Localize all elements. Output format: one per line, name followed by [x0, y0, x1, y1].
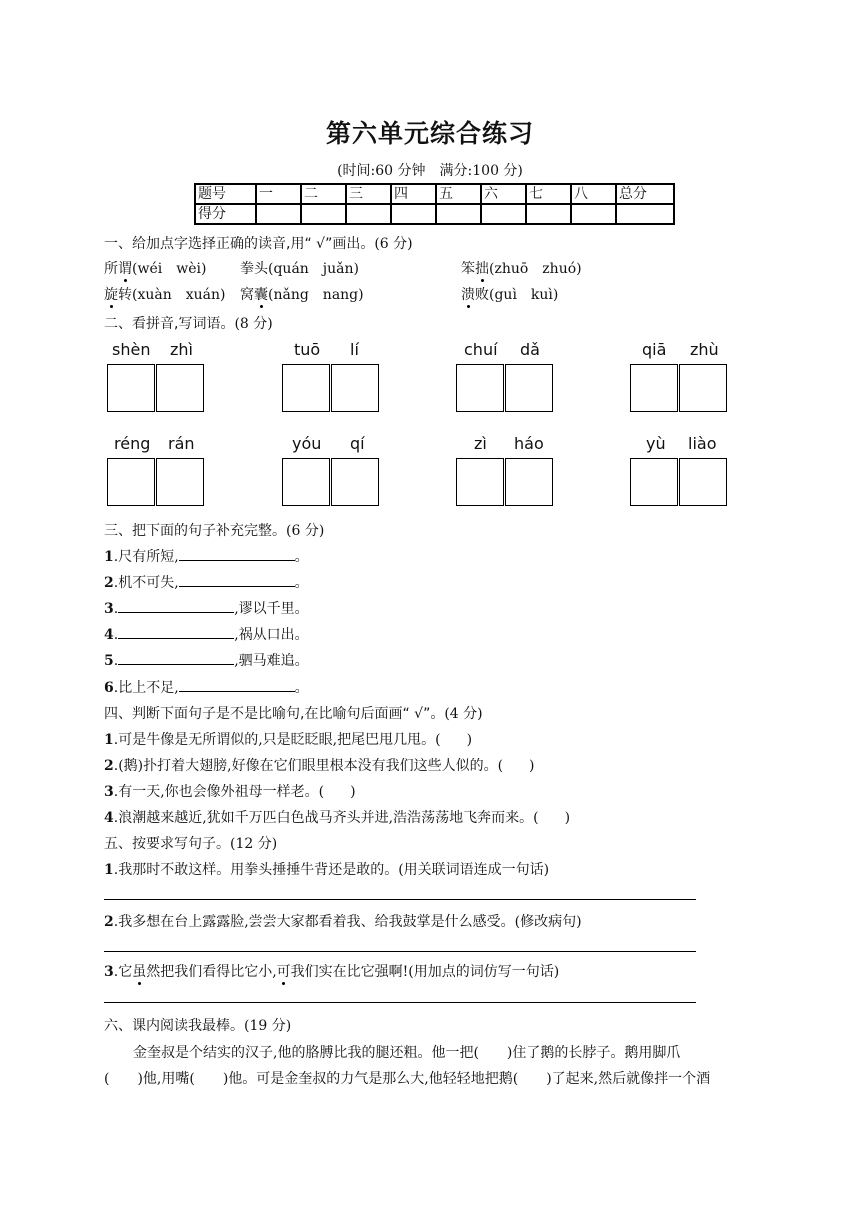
- section-4-title: 四、判断下面句子是不是比喻句,在比喻句后面画“ √”。: [104, 706, 445, 722]
- char-box[interactable]: [331, 458, 379, 506]
- pinyin-syllable: háo: [514, 434, 544, 453]
- char-box[interactable]: [505, 364, 553, 412]
- item-number: 3: [104, 601, 114, 617]
- item-number: 5: [104, 653, 114, 669]
- item-text: .机不可失,: [113, 575, 179, 591]
- word-text: 转: [118, 287, 132, 303]
- score-header-cell: 六: [481, 184, 526, 204]
- close-paren: ): [564, 810, 571, 826]
- score-cell[interactable]: [571, 204, 616, 224]
- reading-options[interactable]: (zhuō zhuó): [489, 261, 582, 277]
- fill-sentence-item: [104, 572, 309, 592]
- reading-options[interactable]: (guì kuì): [489, 287, 559, 303]
- judge-item: [104, 807, 570, 827]
- fill-sentence-item: [104, 677, 309, 697]
- dotted-char: 囊: [254, 287, 268, 303]
- item-text: 。: [294, 575, 309, 591]
- section-2-heading: [104, 313, 273, 333]
- pinyin-syllable: zhù: [690, 340, 719, 359]
- score-header-cell: 七: [526, 184, 571, 204]
- section-5-title: 五、按要求写句子。: [104, 836, 230, 852]
- item-number: 2: [104, 575, 114, 591]
- item-text: .我多想在台上露露脸,尝尝大家都看着我、给我鼓掌是什么感受。(修改病句): [113, 914, 582, 930]
- pinyin-syllable: qí: [350, 434, 365, 453]
- score-cell[interactable]: [256, 204, 301, 224]
- section-4-points: (4 分): [444, 706, 483, 722]
- rewrite-item: [104, 911, 582, 931]
- pinyin-choice-item: [240, 284, 364, 304]
- item-text: .(鹅)扑打着大翅膀,好像在它们眼里根本没有我们这些人似的。(: [113, 758, 504, 774]
- item-text: ,谬以千里。: [234, 601, 309, 617]
- exam-info: (时间:60 分钟 满分:100 分): [337, 163, 523, 179]
- item-text: .浪潮越来越近,犹如千万匹白色战马齐头并进,浩浩荡荡地飞奔而来。(: [113, 810, 539, 826]
- score-table: [194, 183, 675, 225]
- section-6-points: (19 分): [244, 1018, 292, 1034]
- word-text: 败: [475, 287, 489, 303]
- answer-line[interactable]: [104, 1002, 696, 1003]
- section-3-title: 三、把下面的句子补充完整。: [104, 523, 286, 539]
- word-text: 所: [104, 261, 118, 277]
- reading-options[interactable]: (nǎng nang): [268, 287, 364, 303]
- section-1-heading: [104, 233, 413, 253]
- char-box[interactable]: [331, 364, 379, 412]
- score-cell[interactable]: [436, 204, 481, 224]
- item-number: 2: [104, 914, 114, 930]
- item-text: 。: [294, 549, 309, 565]
- pinyin-choice-item: [240, 258, 359, 278]
- pinyin-choice-item: [104, 284, 225, 304]
- score-table-header-row: [195, 184, 674, 204]
- char-box[interactable]: [456, 458, 504, 506]
- item-number: 4: [104, 810, 114, 826]
- char-box[interactable]: [156, 458, 204, 506]
- item-text: 然把我们看得比它小,: [146, 964, 277, 980]
- char-box[interactable]: [630, 458, 678, 506]
- char-box[interactable]: [107, 364, 155, 412]
- pinyin-syllable: rán: [168, 434, 195, 453]
- pinyin-choice-item: [461, 284, 558, 304]
- item-number: 3: [104, 784, 114, 800]
- reading-passage-line: ( )他,用嘴( )他。可是金奎叔的力气是那么大,他轻轻地把鹅( )了起来,然后就像拌一个酒: [104, 1071, 711, 1087]
- score-header-cell: 三: [346, 184, 391, 204]
- pinyin-syllable: chuí: [464, 340, 498, 359]
- item-text: .: [113, 653, 119, 669]
- pinyin-syllable: lí: [350, 340, 359, 359]
- char-box[interactable]: [282, 458, 330, 506]
- score-cell[interactable]: [526, 204, 571, 224]
- char-box[interactable]: [679, 364, 727, 412]
- fill-blank[interactable]: [118, 652, 234, 665]
- fill-sentence-item: [104, 546, 309, 566]
- score-header-cell: 四: [391, 184, 436, 204]
- char-box[interactable]: [456, 364, 504, 412]
- judge-item: [104, 755, 535, 775]
- score-cell[interactable]: [301, 204, 346, 224]
- char-box[interactable]: [505, 458, 553, 506]
- fill-blank[interactable]: [118, 626, 234, 639]
- dotted-char: 旋: [104, 287, 118, 303]
- item-text: .尺有所短,: [113, 549, 179, 565]
- rewrite-item: [104, 961, 559, 981]
- score-header-cell: 总分: [616, 184, 674, 204]
- fill-sentence-item: [104, 624, 309, 644]
- section-5-heading: [104, 833, 277, 853]
- answer-line[interactable]: [104, 951, 696, 952]
- reading-options[interactable]: (wéi wèi): [132, 261, 207, 277]
- item-number: 4: [104, 627, 114, 643]
- fill-blank[interactable]: [179, 548, 295, 561]
- reading-passage-line: 金奎叔是个结实的汉子,他的胳膊比我的腿还粗。他一把( )住了鹅的长脖子。鹅用脚爪: [133, 1045, 681, 1061]
- score-table-score-row: [195, 204, 674, 224]
- close-paren: ): [529, 758, 535, 774]
- score-header-cell: 一: [256, 184, 301, 204]
- item-text: 。: [294, 680, 309, 696]
- section-3-points: (6 分): [286, 523, 325, 539]
- section-1-title: 一、给加点字选择正确的读音,用“ √”画出。: [104, 236, 375, 252]
- item-number: 1: [104, 732, 114, 748]
- score-header-cell: 题号: [195, 184, 256, 204]
- score-header-cell: 二: [301, 184, 346, 204]
- fill-blank[interactable]: [179, 574, 295, 587]
- item-number: 2: [104, 758, 114, 774]
- score-cell[interactable]: [346, 204, 391, 224]
- item-number: 6: [104, 680, 114, 696]
- section-2-points: (8 分): [234, 316, 273, 332]
- close-paren: ): [466, 732, 473, 748]
- item-text: .比上不足,: [113, 680, 179, 696]
- section-1-points: (6 分): [374, 236, 413, 252]
- item-number: 1: [104, 549, 114, 565]
- item-text: 我们实在比它强啊!(用加点的词仿写一句话): [290, 964, 560, 980]
- section-3-heading: [104, 520, 324, 540]
- item-text: ,祸从口出。: [234, 627, 309, 643]
- reading-options[interactable]: (xuàn xuán): [132, 287, 226, 303]
- item-text: .: [113, 627, 119, 643]
- fill-sentence-item: [104, 650, 309, 670]
- item-number: 1: [104, 862, 114, 878]
- section-6-heading: [104, 1015, 291, 1035]
- item-number: 3: [104, 964, 114, 980]
- dotted-char: 谓: [118, 261, 132, 277]
- fill-blank[interactable]: [118, 600, 234, 613]
- word-text: 笨: [461, 261, 475, 277]
- item-text: .: [113, 601, 119, 617]
- close-paren: ): [350, 784, 356, 800]
- item-text: .它: [113, 964, 133, 980]
- char-box[interactable]: [630, 364, 678, 412]
- char-box[interactable]: [107, 458, 155, 506]
- word-text: 拳头: [240, 261, 268, 277]
- item-text: .可是牛像是无所谓似的,只是眨眨眼,把尾巴甩几甩。(: [113, 732, 441, 748]
- page-title: 第六单元综合练习: [325, 119, 534, 148]
- dotted-char: 可: [276, 964, 291, 980]
- pinyin-syllable: zì: [474, 434, 487, 453]
- section-4-heading: [104, 703, 483, 723]
- pinyin-syllable: liào: [688, 434, 717, 453]
- char-box[interactable]: [282, 364, 330, 412]
- reading-options[interactable]: (quán juǎn): [268, 261, 359, 277]
- pinyin-syllable: dǎ: [520, 340, 540, 359]
- char-box[interactable]: [679, 458, 727, 506]
- fill-sentence-item: [104, 598, 309, 618]
- score-header-cell: 五: [436, 184, 481, 204]
- section-5-points: (12 分): [230, 836, 278, 852]
- pinyin-syllable: tuō: [294, 340, 321, 359]
- score-cell[interactable]: [481, 204, 526, 224]
- answer-line[interactable]: [104, 899, 696, 900]
- item-text: ,驷马难追。: [234, 653, 309, 669]
- fill-blank[interactable]: [179, 679, 295, 692]
- score-cell[interactable]: [616, 204, 674, 224]
- score-cell[interactable]: [391, 204, 436, 224]
- pinyin-syllable: shèn: [112, 340, 151, 359]
- pinyin-choice-item: [461, 258, 582, 278]
- judge-item: [104, 729, 472, 749]
- pinyin-syllable: yù: [646, 434, 666, 453]
- char-box[interactable]: [156, 364, 204, 412]
- item-text: .有一天,你也会像外祖母一样老。(: [113, 784, 325, 800]
- dotted-char: 虽: [132, 964, 147, 980]
- judge-item: [104, 781, 356, 801]
- word-text: 窝: [240, 287, 254, 303]
- score-header-cell: 八: [571, 184, 616, 204]
- dotted-char: 拙: [475, 261, 489, 277]
- rewrite-item: [104, 859, 549, 879]
- section-2-title: 二、看拼音,写词语。: [104, 316, 235, 332]
- section-6-title: 六、课内阅读我最棒。: [104, 1018, 244, 1034]
- pinyin-syllable: zhì: [170, 340, 193, 359]
- pinyin-syllable: yóu: [292, 434, 322, 453]
- pinyin-choice-item: [104, 258, 206, 278]
- pinyin-syllable: réng: [114, 434, 151, 453]
- score-row-label: 得分: [195, 204, 256, 224]
- pinyin-syllable: qiā: [642, 340, 667, 359]
- dotted-char: 溃: [461, 287, 475, 303]
- item-text: .我那时不敢这样。用拳头捶捶牛背还是敢的。(用关联词语连成一句话): [113, 862, 550, 878]
